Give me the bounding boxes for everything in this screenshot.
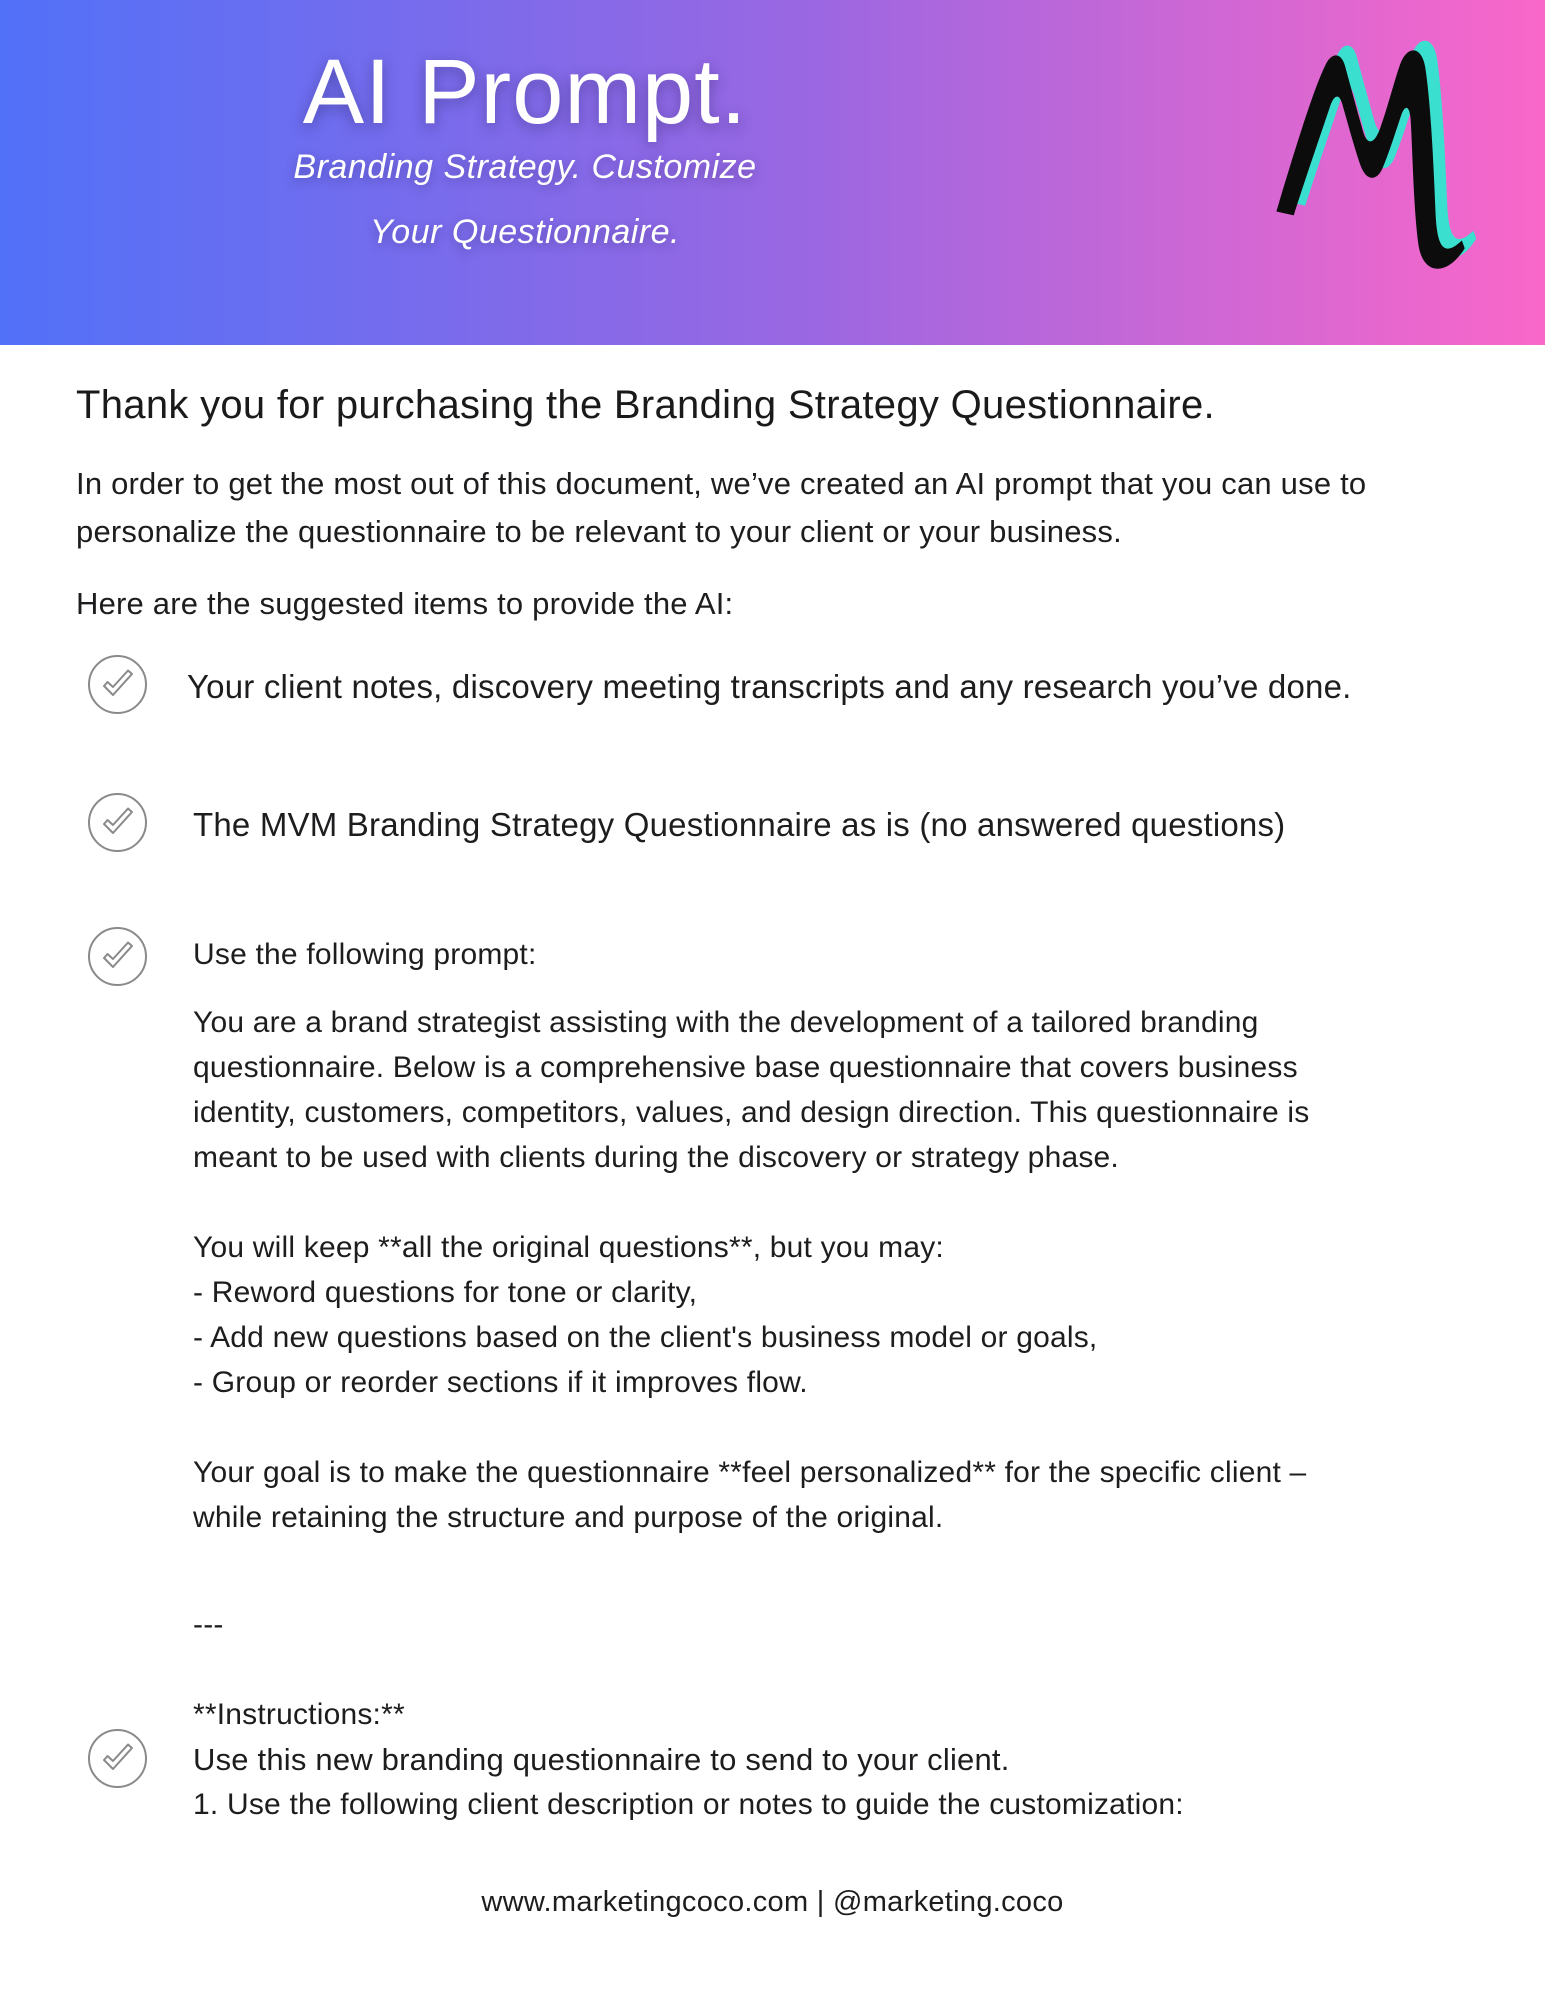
header-text-block <box>230 42 820 252</box>
intro-paragraph: In order to get the most out of this document, we’ve created an AI prompt that you can use to personalize the questionnaire to be relevant to your client or your business. <box>76 466 1367 549</box>
prompt-bullet-3: - Group or reorder sections if it improves flow. <box>193 1366 808 1399</box>
prompt-paragraph-1: You are a brand strategist assisting with the development of a tailored branding questionnaire. Below is a comprehensive base questionnaire that covers business identity, customers, competitors, values, and design direction. This questionnaire is meant to be used with clients during the discovery or strategy phase. <box>193 1006 1310 1174</box>
header-banner <box>0 0 1545 345</box>
suggested-items-intro: Here are the suggested items to provide the AI: <box>76 586 734 621</box>
page-subtitle-line1: Branding Strategy. Customize <box>293 148 757 186</box>
page-title: AI Prompt. <box>302 41 748 143</box>
prompt-instructions-label: **Instructions:** <box>193 1698 405 1731</box>
prompt-goal-paragraph: Your goal is to make the questionnaire **feel personalized** for the specific client – while retaining the structure and purpose of the original. <box>193 1456 1307 1534</box>
checklist-item-2: The MVM Branding Strategy Questionnaire as is (no answered questions) <box>193 806 1286 843</box>
checklist-item-1: Your client notes, discovery meeting transcripts and any research you’ve done. <box>187 668 1352 705</box>
prompt-instruction-1: 1. Use the following client description or notes to guide the customization: <box>193 1788 1184 1821</box>
check-circle-icon <box>87 654 148 715</box>
thank-you-heading: Thank you for purchasing the Branding Strategy Questionnaire. <box>76 383 1215 427</box>
page-subtitle-line2: Your Questionnaire. <box>369 213 681 251</box>
check-circle-icon <box>87 926 148 987</box>
m-script-logo-icon <box>1268 26 1476 282</box>
prompt-bullet-2: - Add new questions based on the client's business model or goals, <box>193 1321 1098 1354</box>
prompt-keep-questions-line: You will keep **all the original questions**, but you may: <box>193 1231 944 1264</box>
checklist-item-3: Use the following prompt: <box>193 938 537 971</box>
prompt-divider: --- <box>193 1608 224 1641</box>
footer-contact-line: www.marketingcoco.com | @marketing.coco <box>481 1886 1064 1918</box>
check-circle-icon <box>87 1728 148 1789</box>
checklist-item-4: Use this new branding questionnaire to send to your client. <box>193 1742 1010 1777</box>
prompt-bullet-1: - Reword questions for tone or clarity, <box>193 1276 698 1309</box>
check-circle-icon <box>87 792 148 853</box>
ai-prompt-text <box>193 1000 1453 1827</box>
